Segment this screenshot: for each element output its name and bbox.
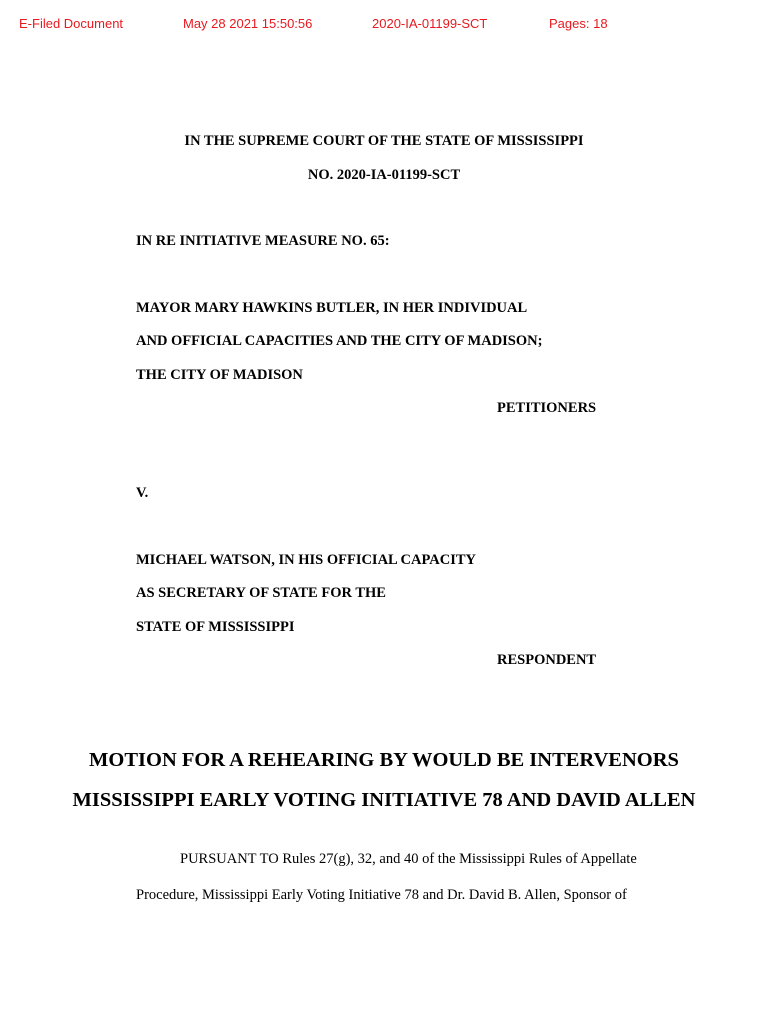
in-re-line: IN RE INITIATIVE MEASURE NO. 65:: [136, 233, 390, 249]
petitioners-label: PETITIONERS: [497, 400, 597, 416]
versus-label: V.: [136, 485, 149, 501]
respondent-line: AS SECRETARY OF STATE FOR THE: [136, 585, 386, 601]
petitioner-line: THE CITY OF MADISON: [136, 367, 303, 383]
motion-title-line: MISSISSIPPI EARLY VOTING INITIATIVE 78 AND DAVID ALLEN: [72, 789, 696, 811]
efile-page-count: Pages: 18: [549, 16, 608, 31]
respondent-line: STATE OF MISSISSIPPI: [136, 619, 295, 635]
body-line: PURSUANT TO Rules 27(g), 32, and 40 of the Mississippi Rules of Appellate: [180, 851, 637, 867]
body-line: Procedure, Mississippi Early Voting Initiative 78 and Dr. David B. Allen, Sponsor of: [136, 887, 627, 903]
petitioner-line: MAYOR MARY HAWKINS BUTLER, IN HER INDIVIDUAL: [136, 300, 528, 316]
respondent-label: RESPONDENT: [497, 652, 597, 668]
efile-label: E-Filed Document: [19, 16, 124, 31]
case-number: NO. 2020-IA-01199-SCT: [307, 167, 461, 183]
respondent-line: MICHAEL WATSON, IN HIS OFFICIAL CAPACITY: [136, 552, 476, 568]
court-name: IN THE SUPREME COURT OF THE STATE OF MISSISSIPPI: [184, 133, 584, 149]
efile-case-id: 2020-IA-01199-SCT: [372, 16, 488, 31]
efile-datetime: May 28 2021 15:50:56: [183, 16, 313, 31]
petitioner-line: AND OFFICIAL CAPACITIES AND THE CITY OF MADISON;: [136, 333, 543, 349]
motion-title-line: MOTION FOR A REHEARING BY WOULD BE INTERVENORS: [89, 749, 679, 771]
